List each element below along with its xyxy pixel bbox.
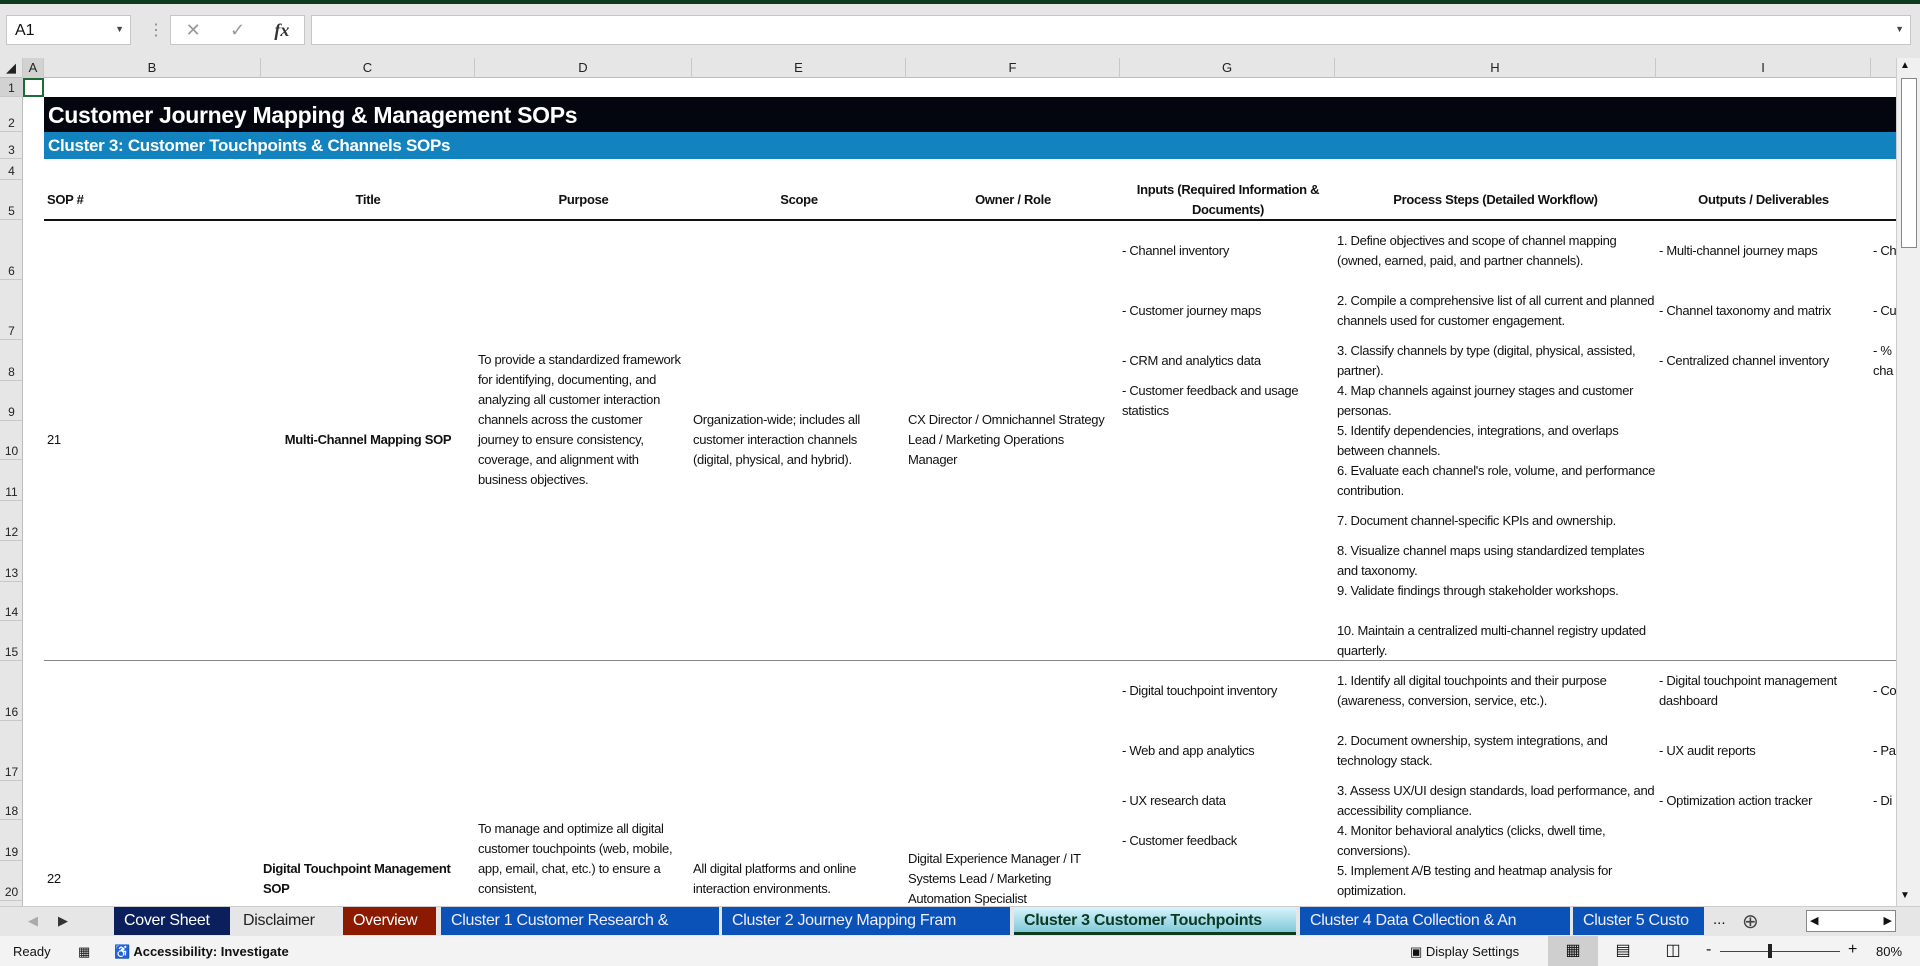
sop-title: Multi-Channel Mapping SOP xyxy=(284,432,452,447)
next-sheet-icon[interactable]: ▶ xyxy=(58,913,68,928)
column-header-e[interactable]: E xyxy=(692,58,906,78)
column-header-f[interactable]: F xyxy=(906,58,1120,78)
name-box-value: A1 xyxy=(15,22,35,39)
next-column-item: - Co xyxy=(1873,683,1896,698)
next-column-item: - Pa xyxy=(1873,743,1896,758)
sheet-title: Customer Journey Mapping & Management SOPs xyxy=(48,102,578,128)
process-step: 6. Evaluate each channel's role, volume, and performance contribution. xyxy=(1337,463,1656,498)
row-header[interactable]: 5 xyxy=(0,180,23,220)
zoom-level[interactable]: 80% xyxy=(1876,944,1903,959)
process-step: 3. Classify channels by type (digital, physical, assisted, partner). xyxy=(1337,343,1636,378)
more-tabs-button[interactable]: ... xyxy=(1713,911,1726,928)
tab-overview[interactable]: Overview xyxy=(343,907,436,935)
header-process-steps: Process Steps (Detailed Workflow) xyxy=(1393,192,1598,207)
vertical-scrollbar[interactable] xyxy=(1896,58,1920,906)
header-purpose: Purpose xyxy=(558,192,609,207)
process-step: 5. Implement A/B testing and heatmap analysis for optimization. xyxy=(1337,863,1613,898)
row-header[interactable]: 7 xyxy=(0,280,23,340)
row-header[interactable]: 6 xyxy=(0,220,23,280)
zoom-in-icon[interactable]: + xyxy=(1848,941,1858,958)
row-header[interactable]: 8 xyxy=(0,340,23,381)
next-column-item: - % cha xyxy=(1873,343,1894,378)
output-item: - UX audit reports xyxy=(1659,743,1756,758)
select-all-button[interactable]: ◢ xyxy=(0,58,23,78)
process-step: 1. Define objectives and scope of channel mapping (owned, earned, paid, and partner channels). xyxy=(1337,233,1617,268)
prev-sheet-icon[interactable]: ◀ xyxy=(28,913,38,928)
tab-cluster-3-active[interactable]: Cluster 3 Customer Touchpoints xyxy=(1014,907,1296,935)
scroll-up-icon[interactable]: ▲ xyxy=(1900,60,1910,71)
sheet-subtitle: Cluster 3: Customer Touchpoints & Channels SOPs xyxy=(48,136,451,155)
process-step: 9. Validate findings through stakeholder workshops. xyxy=(1337,583,1619,598)
next-column-item: - Ch xyxy=(1873,243,1896,258)
subtitle-banner xyxy=(44,132,1896,159)
row-header[interactable]: 10 xyxy=(0,421,23,460)
input-item: - Customer feedback xyxy=(1122,833,1237,848)
expand-formula-icon[interactable]: ▼ xyxy=(1895,24,1904,34)
macro-recorder-icon[interactable]: ▦ xyxy=(78,944,91,959)
header-owner: Owner / Role xyxy=(975,192,1051,207)
input-item: - UX research data xyxy=(1122,793,1226,808)
scroll-right-icon[interactable]: ▶ xyxy=(1883,915,1892,927)
tab-cluster-4[interactable]: Cluster 4 Data Collection & An xyxy=(1300,907,1570,935)
sop-owner: Digital Experience Manager / IT Systems Lead / Marketing Automation Specialist xyxy=(908,851,1081,906)
chevron-down-icon[interactable]: ▼ xyxy=(115,24,124,34)
header-inputs: Inputs (Required Information & Documents) xyxy=(1136,182,1320,217)
sop-scope: Organization-wide; includes all customer interaction channels (digital, physical, and hybrid). xyxy=(693,412,861,467)
column-header-h[interactable]: H xyxy=(1335,58,1656,78)
column-header-b[interactable]: B xyxy=(44,58,261,78)
normal-view-icon[interactable]: ▦ xyxy=(1548,936,1598,966)
page-layout-view-icon[interactable]: ▤ xyxy=(1615,942,1631,959)
scroll-down-icon[interactable]: ▼ xyxy=(1900,890,1910,901)
sop-owner: CX Director / Omnichannel Strategy Lead / Marketing Operations Manager xyxy=(908,412,1105,467)
input-item: - Digital touchpoint inventory xyxy=(1122,683,1278,698)
output-item: - Channel taxonomy and matrix xyxy=(1659,303,1831,318)
input-item: - Channel inventory xyxy=(1122,243,1230,258)
process-step: 5. Identify dependencies, integrations, and overlaps between channels. xyxy=(1337,423,1619,458)
header-border xyxy=(44,219,1896,221)
display-settings-button[interactable] xyxy=(1410,944,1519,960)
status-bar xyxy=(0,936,1920,966)
column-header-g[interactable]: G xyxy=(1120,58,1335,78)
process-step: 10. Maintain a centralized multi-channel registry updated quarterly. xyxy=(1337,623,1646,658)
sop-purpose: To provide a standardized framework for identifying, documenting, and analyzing all customer interaction channels across the customer journey to ensure consistency, coverage, and alignment with business objectives. xyxy=(478,352,681,487)
row-header[interactable]: 4 xyxy=(0,159,23,180)
process-step: 2. Compile a comprehensive list of all current and planned channels used for customer engagement. xyxy=(1337,293,1655,328)
output-item: - Digital touchpoint management dashboard xyxy=(1659,673,1837,708)
row-header[interactable]: 20 xyxy=(0,861,23,901)
accessibility-status[interactable] xyxy=(114,944,289,960)
add-sheet-icon[interactable]: ⊕ xyxy=(1742,911,1759,933)
insert-function-icon[interactable]: fx xyxy=(274,19,290,40)
horizontal-scrollbar[interactable] xyxy=(1806,910,1896,932)
zoom-slider[interactable] xyxy=(1720,951,1840,952)
tab-cluster-5[interactable]: Cluster 5 Custo xyxy=(1573,907,1704,935)
column-header-d[interactable]: D xyxy=(475,58,692,78)
header-scope: Scope xyxy=(780,192,818,207)
header-outputs: Outputs / Deliverables xyxy=(1698,192,1829,207)
cancel-icon[interactable]: ✕ xyxy=(185,19,201,40)
display-settings-label: Display Settings xyxy=(1425,944,1520,959)
tab-cluster-2[interactable]: Cluster 2 Journey Mapping Fram xyxy=(722,907,1010,935)
row-header[interactable]: 9 xyxy=(0,381,23,421)
sop-number: 22 xyxy=(47,871,61,886)
tab-cover-sheet[interactable]: Cover Sheet xyxy=(114,907,230,935)
status-ready: Ready xyxy=(13,944,51,959)
output-item: - Optimization action tracker xyxy=(1659,793,1813,808)
column-header-i[interactable]: I xyxy=(1656,58,1871,78)
row-header[interactable]: 18 xyxy=(0,781,23,820)
sop-number: 21 xyxy=(47,432,61,447)
row-headers xyxy=(0,78,23,906)
process-step: 3. Assess UX/UI design standards, load performance, and accessibility compliance. xyxy=(1337,783,1655,818)
display-settings-icon: ▣ xyxy=(1410,944,1426,959)
process-step: 1. Identify all digital touchpoints and their purpose (awareness, conversion, service, etc.). xyxy=(1337,673,1607,708)
row-header[interactable]: 12 xyxy=(0,501,23,541)
zoom-out-icon[interactable]: - xyxy=(1706,941,1712,958)
column-headers xyxy=(0,58,1896,78)
process-step: 4. Map channels against journey stages and customer personas. xyxy=(1337,383,1634,418)
row-header[interactable]: 1 xyxy=(0,78,23,97)
name-box[interactable] xyxy=(6,15,131,45)
row-header[interactable]: 14 xyxy=(0,582,23,621)
header-sop-number: SOP # xyxy=(47,192,84,207)
tab-cluster-1[interactable]: Cluster 1 Customer Research & xyxy=(441,907,719,935)
column-header-a[interactable]: A xyxy=(23,58,44,78)
process-step: 8. Visualize channel maps using standardized templates and taxonomy. xyxy=(1337,543,1645,578)
row-header[interactable]: 3 xyxy=(0,132,23,159)
row-header[interactable]: 17 xyxy=(0,721,23,781)
scroll-left-icon[interactable]: ◀ xyxy=(1810,915,1819,927)
column-header-c[interactable]: C xyxy=(261,58,475,78)
sop-purpose: To manage and optimize all digital customer touchpoints (web, mobile, app, email, chat, etc.) to ensure a consistent, xyxy=(478,821,673,896)
tab-disclaimer[interactable]: Disclaimer xyxy=(243,912,315,929)
sop-scope: All digital platforms and online interaction environments. xyxy=(693,861,857,896)
process-step: 4. Monitor behavioral analytics (clicks, dwell time, conversions). xyxy=(1337,823,1606,858)
process-step: 7. Document channel-specific KPIs and ownership. xyxy=(1337,513,1616,528)
worksheet-grid[interactable] xyxy=(23,78,1896,906)
formula-input[interactable] xyxy=(311,15,1911,45)
output-item: - Multi-channel journey maps xyxy=(1659,243,1818,258)
enter-icon[interactable]: ✓ xyxy=(229,19,246,40)
output-item: - Centralized channel inventory xyxy=(1659,353,1829,368)
input-item: - CRM and analytics data xyxy=(1122,353,1261,368)
row-header[interactable]: 16 xyxy=(0,661,23,721)
accessibility-icon: ♿ xyxy=(114,944,134,959)
more-options-icon[interactable]: ⋮ xyxy=(148,22,164,39)
next-column-item: - Cu xyxy=(1873,303,1896,318)
page-break-view-icon[interactable]: ◫ xyxy=(1665,942,1681,959)
row-divider xyxy=(44,660,1896,661)
process-step: 2. Document ownership, system integrations, and technology stack. xyxy=(1337,733,1608,768)
next-column-item: - Di xyxy=(1873,793,1893,808)
input-item: - Web and app analytics xyxy=(1122,743,1255,758)
row-header[interactable]: 15 xyxy=(0,621,23,661)
row-header[interactable]: 19 xyxy=(0,820,23,861)
row-header[interactable]: 11 xyxy=(0,460,23,501)
accessibility-label: Accessibility: Investigate xyxy=(133,944,289,959)
active-cell-a1[interactable] xyxy=(23,78,44,97)
zoom-slider-thumb[interactable] xyxy=(1768,944,1772,958)
row-header[interactable]: 2 xyxy=(0,97,23,132)
input-item: - Customer journey maps xyxy=(1122,303,1262,318)
input-item: - Customer feedback and usage statistics xyxy=(1122,383,1299,418)
scrollbar-thumb[interactable] xyxy=(1901,78,1917,248)
title-banner xyxy=(44,97,1896,132)
sop-title: Digital Touchpoint Management SOP xyxy=(263,861,451,896)
sheet-tab-bar xyxy=(0,906,1920,936)
formula-buttons xyxy=(170,15,305,45)
header-title: Title xyxy=(355,192,381,207)
row-header[interactable]: 13 xyxy=(0,541,23,582)
